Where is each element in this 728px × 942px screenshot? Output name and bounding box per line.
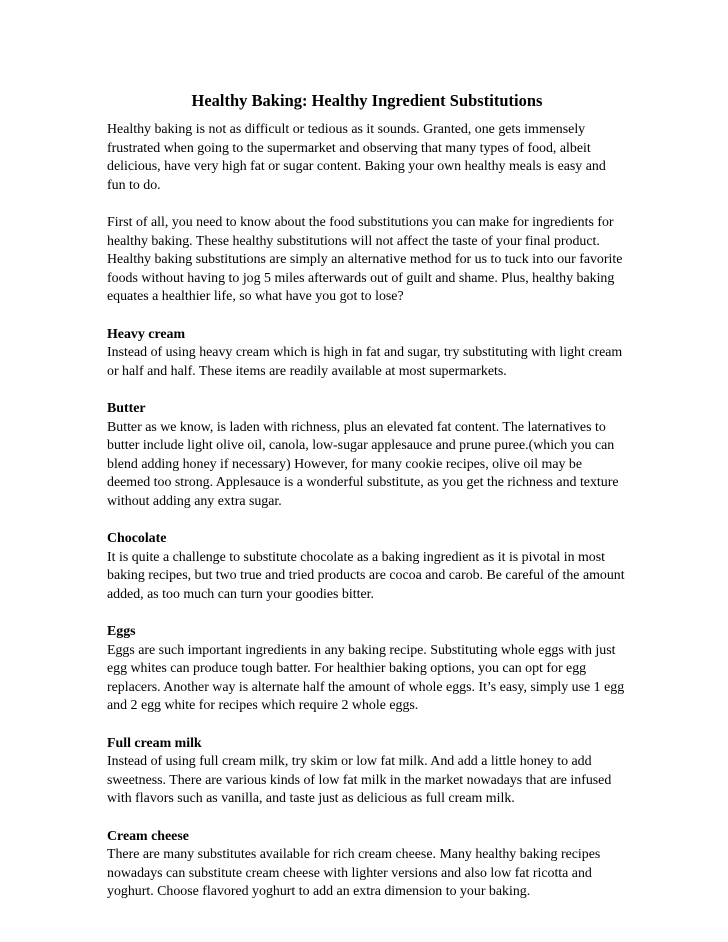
document-title: Healthy Baking: Healthy Ingredient Substitutions xyxy=(191,91,543,110)
section-heavy-cream xyxy=(107,326,627,382)
section-cream-cheese xyxy=(107,828,627,902)
document-content xyxy=(107,90,627,921)
section-body: It is quite a challenge to substitute chocolate as a baking ingredient as it is pivotal in most baking recipes, but two true and tried products are cocoa and carob. Be careful of the amount added, as too much can turn your goodies bitter. xyxy=(107,549,625,602)
section-body: Instead of using heavy cream which is high in fat and sugar, try substituting with light cream or half and half. These items are readily available at most supermarkets. xyxy=(107,345,623,379)
section-heading: Heavy cream xyxy=(107,326,186,342)
intro-paragraph-2: First of all, you need to know about the food substitutions you can make for ingredients for healthy baking. These healthy substitutions will not affect the taste of your final product. Healthy baking substitutions are simply an alternative method for us to tuck into our favorite foods without having to jog 5 miles afterwards out of guilt and shame. Plus, healthy baking equates a healthier life, so what have you got to lose? xyxy=(107,214,623,305)
section-chocolate xyxy=(107,530,627,604)
section-eggs xyxy=(107,623,627,716)
section-heading: Butter xyxy=(107,400,146,416)
section-body: Instead of using full cream milk, try skim or low fat milk. And add a little honey to add sweetness. There are various kinds of low fat milk in the market nowadays that are infused with flavors such as vanilla, and taste just as delicious as full cream milk. xyxy=(107,754,612,807)
section-body: Eggs are such important ingredients in any baking recipe. Substituting whole eggs with just egg whites can produce tough batter. For healthier baking options, you can opt for egg replacers. Another way is alternate half the amount of whole eggs. It’s easy, simply use 1 egg and 2 egg white for recipes which require 2 whole eggs. xyxy=(107,642,625,714)
section-body: There are many substitutes available for rich cream cheese. Many healthy baking recipes nowadays can substitute cream cheese with lighter versions and also low fat ricotta and yoghurt. Choose flavored yoghurt to add an extra dimension to your baking. xyxy=(107,847,601,900)
section-butter xyxy=(107,400,627,512)
section-heading: Cream cheese xyxy=(107,828,189,844)
section-heading: Eggs xyxy=(107,624,136,640)
intro-paragraph-1: Healthy baking is not as difficult or tedious as it sounds. Granted, one gets immensely frustrated when going to the supermarket and observing that many types of food, albeit delicious, have very high fat or sugar content. Baking your own healthy meals is easy and fun to do. xyxy=(107,122,606,193)
section-full-cream-milk xyxy=(107,735,627,809)
section-heading: Full cream milk xyxy=(107,735,202,751)
section-body: Butter as we know, is laden with richness, plus an elevated fat content. The laternatives to butter include light olive oil, canola, low-sugar applesauce and prune puree.(which you can blend adding honey if necessary) However, for many cookie recipes, olive oil may be deemed too strong. Applesauce is a wonderful substitute, as you get the richness and texture without adding any extra sugar. xyxy=(107,419,619,509)
section-heading: Chocolate xyxy=(107,531,167,547)
